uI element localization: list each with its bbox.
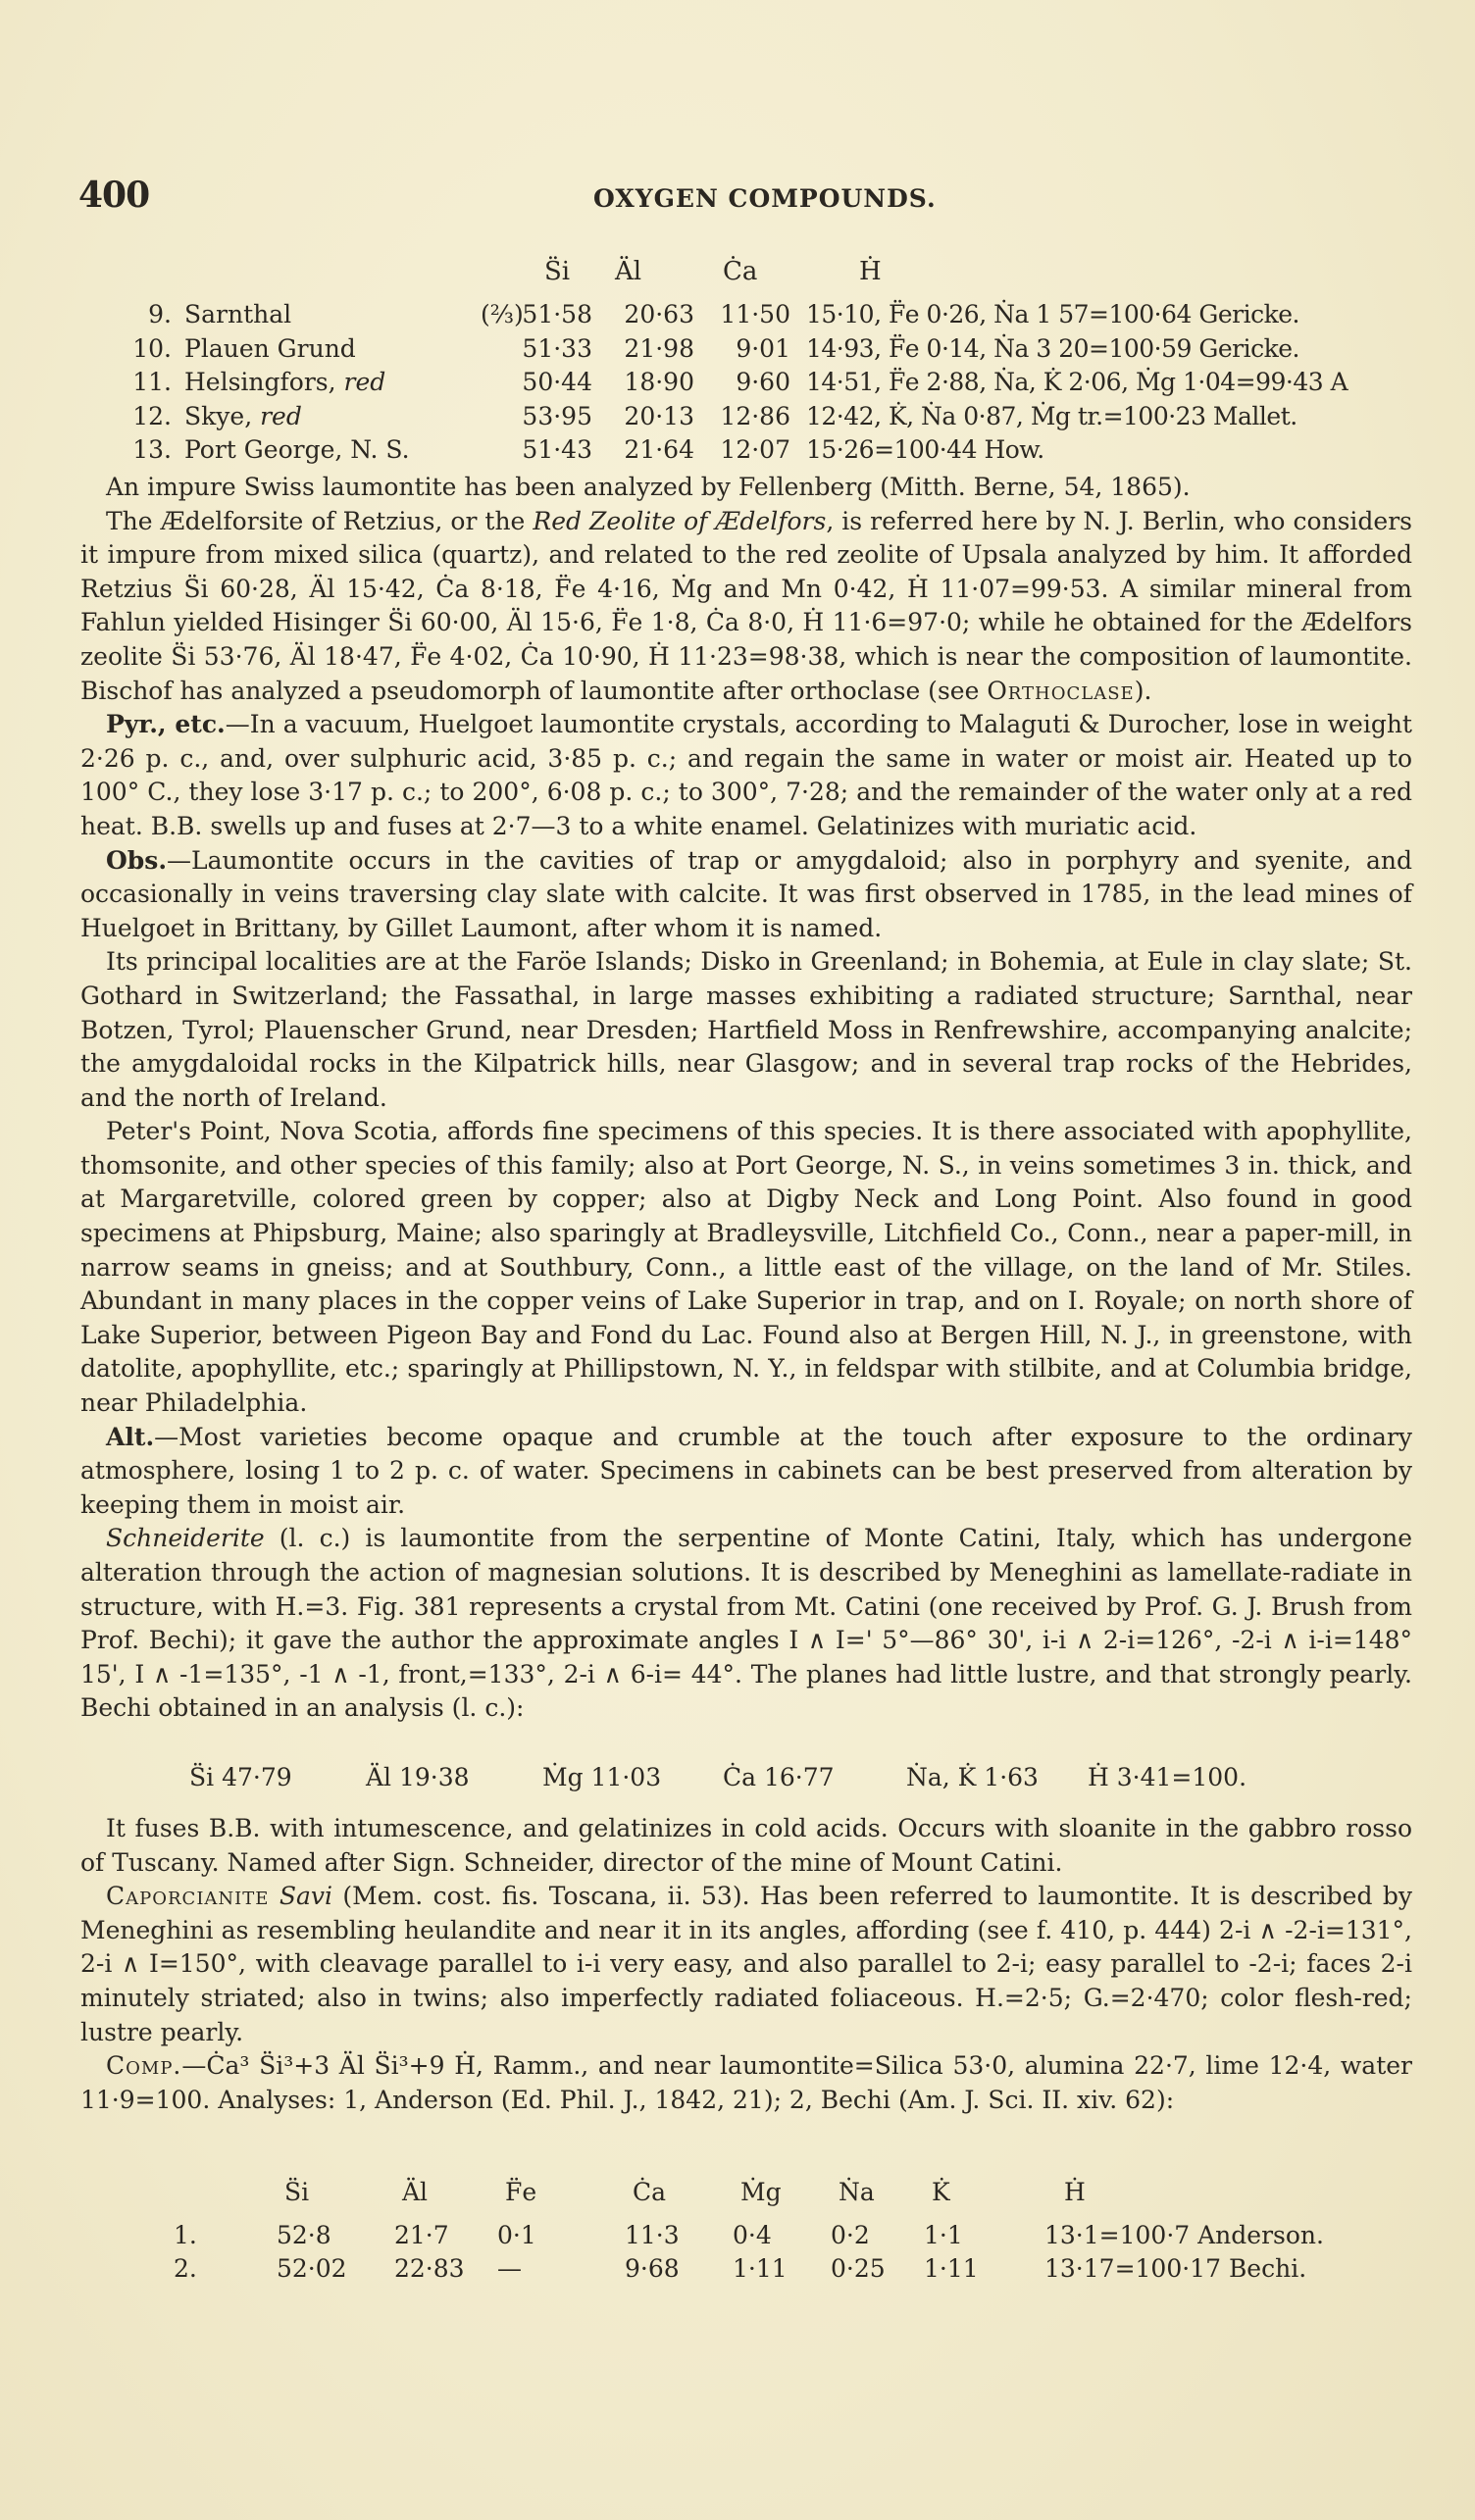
text-segment: —Ċa³ S̈i³+3 Äl S̈i³+9 Ḣ, Ramm., and near laumontite=Silica 53·0, alumina 22·7, lime 12·4, water 11·9=100. Analyses: 1, Anderson (Ed. Phil. J., 1842, 21); 2, Bechi (Am. J. Sci. II. xiv. 62): [80,2051,1412,2114]
al-value: 21·98 [624,333,694,363]
text-segment: —Laumontite occurs in the cavities of trap or amygdaloid; also in porphyry and syenite, and occasionally in veins traversing clay slate with calcite. It was first observed in 1785, in the lead mines of Huelgoet in Brittany, by Gillet Laumont, after whom it is named. [80,845,1412,942]
row-number: 9. [148,300,172,328]
remainder: 14·51, F̈e 2·88, Ṅa, K̇ 2·06, Ṁg 1·04=99·43 A [806,368,1348,396]
ca-value: 9·60 [736,368,790,396]
formula-term: Ḣ 3·41=100. [1088,1762,1247,1791]
si-value: 51·33 [522,333,592,363]
text-segment: Obs. [106,845,168,875]
cell-value: 0·2 [831,2221,870,2250]
locality-note: red [343,368,386,396]
formula-term: Ṅa, K̇ 1·63 [906,1762,1039,1791]
text-segment: Alt. [106,1422,155,1451]
analysis-table-2 [80,2117,1412,2333]
row-locality [184,402,302,430]
cell-value: 9·68 [625,2254,680,2284]
text-segment: —In a vacuum, Huelgoet laumontite crystals, according to Malaguti & Durocher, lose in weight 2·26 p. c., and, over sulphuric acid, 3·85 p. c.; and regain the same in water or moist air. Heated up to 100° C., they lose 3·17 p. c.; to 200°, 6·08 p. c.; to 300°, 7·28; and the remainder of the water only at a red heat. B.B. swells up and fuses at 2·7—3 to a white enamel. Gelatinizes with muriatic acid. [80,710,1412,840]
column-header: S̈i [544,257,571,286]
paragraph [80,945,1412,1115]
locality-name: Sarnthal [184,300,292,328]
text-segment: (Mem. cost. fis. Toscana, ii. 53). Has been referred to laumontite. It is described by Meneghini as resembling heulandite and near it in its angles, affording (see f. 410, p. 444) 2-i ∧ -2-i=131°, 2-i ∧ I=150°, with cleavage parallel to i-i very easy, and also parallel to 2-i; easy parallel to -2-i; faces 2-i minutely striated; also in twins; also imperfectly radiated foliaceous. H.=2·5; G.=2·470; color flesh-red; lustre pearly. [80,1882,1413,2046]
al-value: 20·13 [624,401,694,430]
si-value: 51·43 [522,435,592,464]
locality-name: Helsingfors, [184,368,344,396]
locality-name: Skye, [184,401,261,430]
column-header: S̈i [284,2178,310,2207]
paragraph [80,1115,1412,1420]
formula-term: Äl 19·38 [366,1762,470,1791]
text-segment: , is referred here by N. J. Berlin, who considers it impure from mixed silica (quartz), and related to the red zeolite of Upsala analyzed by him. It afforded Retzius S̈i 60·28, Äl 15·42, Ċa 8·18, F̈e 4·16, Ṁg and Mn 0·42, Ḣ 11·07=99·53. A similar mineral from Fahlun yielded Hisinger S̈i 60·00, Äl 15·6, F̈e 1·8, Ċa 8·0, Ḣ 11·6=97·0; while he obtained for the Ædelfors zeolite S̈i 53·76, Äl 18·47, F̈e 4·02, Ċa 10·90, Ḣ 11·23=98·38, which is near the composition of laumontite. Bischof has analyzed a pseudomorph of laumontite after orthoclase (see [80,506,1413,705]
locality-name: Plauen Grund [184,333,356,363]
cell-value: 52·8 [277,2221,331,2250]
ca-value: 12·86 [720,401,790,430]
cell-value: 1·1 [924,2221,963,2250]
si-value: 51·58 [522,300,592,328]
schneiderite-analysis [80,1726,1412,1812]
paragraph [80,505,1412,709]
column-header: Äl [615,257,642,286]
text-segment: Pyr., etc. [106,710,226,739]
column-header: Ṁg [740,2178,782,2207]
text-segment: Savi [279,1882,333,1911]
column-header: F̈e [505,2178,537,2207]
paragraph [80,1421,1412,1523]
row-locality [184,334,356,363]
column-header: Ḣ [1064,2178,1086,2207]
row-number: 11. [132,368,172,396]
remainder: 13·17=100·17 Bechi. [1044,2254,1307,2284]
body-text [80,471,1412,2333]
row-locality [184,368,385,396]
text-segment: Orthoclase [987,676,1135,705]
formula-term: S̈i 47·79 [189,1762,292,1791]
al-value: 20·63 [624,300,694,328]
row-mark: (⅔) [481,300,524,328]
remainder: 12·42, K̇, Ṅa 0·87, Ṁg tr.=100·23 Mallet. [806,401,1297,430]
text-segment: ). [1134,676,1152,705]
cell-value: 22·83 [394,2254,465,2284]
remainder: 13·1=100·7 Anderson. [1044,2221,1324,2250]
row-number: 12. [132,401,172,430]
cell-value: 21·7 [394,2221,449,2250]
row-number: 2. [174,2254,197,2284]
text-segment: It fuses B.B. with intumescence, and gelatinizes in cold acids. Occurs with sloanite in the gabbro rosso of Tuscany. Named after Sign. Schneider, director of the mine of Mount Catini. [80,1813,1412,1877]
text-segment: Red Zeolite of Ædelfors [533,506,827,535]
row-number: 1. [174,2221,197,2250]
ca-value: 9·01 [736,333,790,363]
column-header: Ṅa [839,2178,875,2207]
cell-value: 11·3 [625,2221,680,2250]
row-locality [184,300,291,328]
remainder: 15·26=100·44 How. [806,435,1044,464]
locality-name: Port George, N. S. [184,435,410,464]
column-header: Ċa [723,257,758,286]
text-segment: An impure Swiss laumontite has been analyzed by Fellenberg (Mitth. Berne, 54, 1865). [106,473,1191,501]
row-number: 10. [132,333,172,363]
row-locality [184,435,410,464]
al-value: 18·90 [624,368,694,396]
text-segment: The Ædelforsite of Retzius, or the [106,506,534,535]
text-segment: Peter's Point, Nova Scotia, affords fine specimens of this species. It is there associated with apophyllite, thomsonite, and other species of this family; also at Port George, N. S., in veins sometimes 3 in. thick, and at Margaretville, colored green by copper; also at Digby Neck and Long Point. Also found in good specimens at Phipsburg, Maine; also sparingly at Bradleysville, Litchfield Co., Conn., near a paper-mill, in narrow seams in gneiss; and at Southbury, Conn., a little east of the village, on the land of Mr. Stiles. Abundant in many places in the copper veins of Lake Superior in trap, and on I. Royale; on north shore of Lake Superior, between Pigeon Bay and Fond du Lac. Found also at Bergen Hill, N. J., in greenstone, with datolite, apophyllite, etc.; sparingly at Phillipstown, N. Y., in feldspar with stilbite, and at Columbia bridge, near Philadelphia. [80,1117,1412,1418]
text-segment: Comp. [106,2051,182,2081]
locality-note: red [260,401,302,430]
paragraph [80,708,1412,843]
ca-value: 12·07 [720,435,790,464]
remainder: 14·93, F̈e 0·14, Ṅa 3 20=100·59 Gericke. [806,333,1299,363]
si-value: 53·95 [522,401,592,430]
column-header: Ċa [633,2178,667,2207]
al-value: 21·64 [624,435,694,464]
column-header: Ḣ [859,257,882,286]
ca-value: 11·50 [720,300,790,328]
cell-value: 0·4 [733,2221,772,2250]
text-segment: Schneiderite [106,1524,265,1553]
text-segment: Caporcianite [106,1882,270,1911]
si-value: 50·44 [522,368,592,396]
paragraph [80,1522,1412,1726]
cell-value: 52·02 [277,2254,347,2284]
paragraph [80,1812,1412,1880]
formula-term: Ċa 16·77 [723,1762,835,1791]
paragraph [80,2049,1412,2117]
text-segment [269,1882,279,1910]
paragraph [80,844,1412,946]
text-segment: (l. c.) is laumontite from the serpentine of Monte Catini, Italy, which has undergone alteration through the action of magnesian solutions. It is described by Meneghini as lamellate-radiate in structure, with H.=3. Fig. 381 represents a crystal from Mt. Catini (one received by Prof. G. J. Brush from Prof. Bechi); it gave the author the approximate angles I ∧ I=' 5°—86° 30', i-i ∧ 2-i=126°, -2-i ∧ i-i=148° 15', I ∧ -1=135°, -1 ∧ -1, front,=133°, 2-i ∧ 6-i= 44°. The planes had little lustre, and that strongly pearly. Bechi obtained in an analysis (l. c.): [80,1524,1412,1723]
text-segment: Its principal localities are at the Faröe Islands; Disko in Greenland; in Bohemia, at Eule in clay slate; St. Gothard in Switzerland; the Fassathal, in large masses exhibiting a radiated structure; Sarnthal, near Botzen, Tyrol; Plauenscher Grund, near Dresden; Hartfield Moss in Renfrewshire, accompanying analcite; the amygdaloidal rocks in the Kilpatrick hills, near Glasgow; and in several trap rocks of the Hebrides, and the north of Ireland. [80,947,1412,1112]
cell-value: 1·11 [924,2254,979,2284]
paragraph [80,471,1412,505]
paragraph [80,1880,1412,2049]
cell-value: 1·11 [733,2254,788,2284]
cell-value: — [497,2254,522,2284]
running-title: OXYGEN COMPOUNDS. [593,184,937,213]
formula-term: Ṁg 11·03 [542,1762,662,1791]
remainder: 15·10, F̈e 0·26, Ṅa 1 57=100·64 Gericke. [806,300,1299,328]
page-number: 400 [78,175,150,216]
column-header: K̇ [932,2178,950,2207]
row-number: 13. [132,435,172,464]
column-header: Äl [402,2178,429,2207]
text-segment: —Most varieties become opaque and crumble at the touch after exposure to the ordinary atmosphere, losing 1 to 2 p. c. of water. Specimens in cabinets can be best preserved from alteration by keeping them in moist air. [80,1422,1412,1519]
cell-value: 0·1 [497,2221,536,2250]
cell-value: 0·25 [831,2254,886,2284]
